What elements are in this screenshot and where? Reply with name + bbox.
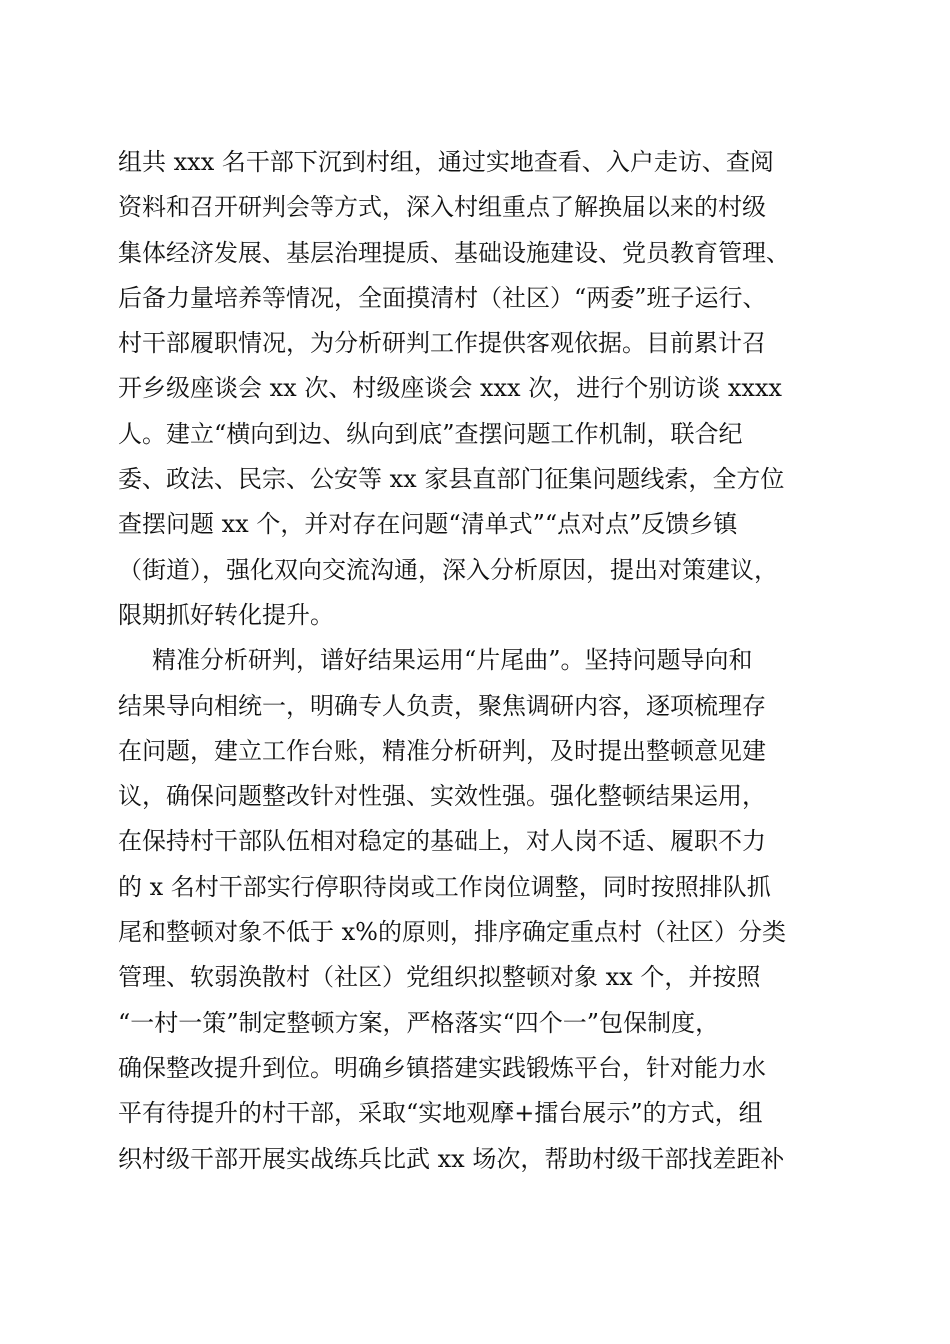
text-line: 尾和整顿对象不低于 x%的原则，排序确定重点村（社区）分类 [118,918,786,947]
text-line: 村干部履职情况，为分析研判工作提供客观依据。目前累计召 [118,329,766,358]
text-line: 议，确保问题整改针对性强、实效性强。强化整顿结果运用， [118,782,766,811]
text-line: 委、政法、民宗、公安等 xx 家县直部门征集问题线索，全方位 [118,465,785,494]
text-line: 人。建立“横向到边、纵向到底”查摆问题工作机制，联合纪 [118,419,743,448]
text-line: 在问题，建立工作台账，精准分析研判，及时提出整顿意见建 [118,736,766,765]
text-line: 确保整改提升到位。明确乡镇搭建实践锻炼平台，针对能力水 [118,1053,766,1082]
text-line: 后备力量培养等情况，全面摸清村（社区）“两委”班子运行、 [118,283,767,312]
text-line: 结果导向相统一，明确专人负责，聚焦调研内容，逐项梳理存 [118,691,766,720]
text-line: 平有待提升的村干部，采取“实地观摩+擂台展示”的方式，组 [118,1099,763,1128]
text-line: 织村级干部开展实战练兵比武 xx 场次，帮助村级干部找差距补 [118,1144,785,1173]
text-line: 集体经济发展、基层治理提质、基础设施建设、党员教育管理、 [118,238,790,267]
text-line: 组共 xxx 名干部下沉到村组，通过实地查看、入户走访、查阅 [118,148,774,176]
text-line: 限期抓好转化提升。 [118,600,334,629]
paragraph-start-line: 精准分析研判，谱好结果运用“片尾曲”。坚持问题导向和 [152,646,753,675]
text-line: 查摆问题 xx 个，并对存在问题“清单式”“点对点”反馈乡镇 [118,510,738,539]
text-line: 资料和召开研判会等方式，深入村组重点了解换届以来的村级 [118,193,766,222]
text-line: （街道），强化双向交流沟通，深入分析原因，提出对策建议， [118,555,778,584]
text-line: 管理、软弱涣散村（社区）党组织拟整顿对象 xx 个，并按照 [118,963,761,992]
text-line: 在保持村干部队伍相对稳定的基础上，对人岗不适、履职不力 [118,827,766,856]
body-text [118,140,853,1182]
text-line: “一村一策”制定整顿方案，严格落实“四个一”包保制度， [118,1008,720,1037]
text-line: 的 x 名村干部实行停职待岗或工作岗位调整，同时按照排队抓 [118,872,771,901]
text-line: 开乡级座谈会 xx 次、村级座谈会 xxx 次，进行个别访谈 xxxx [118,374,782,403]
